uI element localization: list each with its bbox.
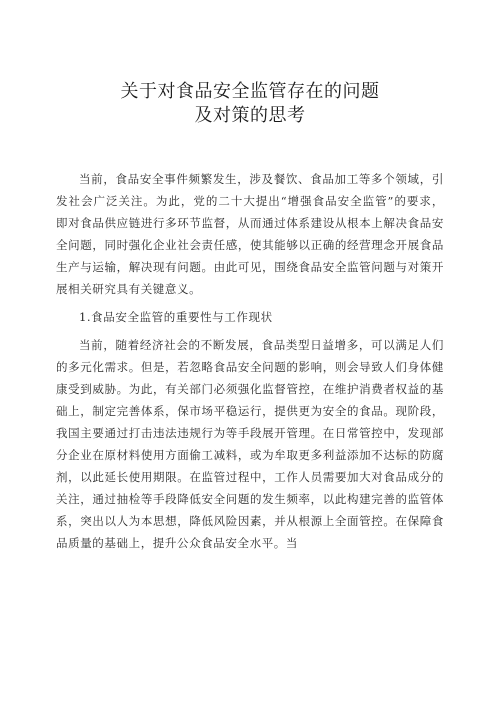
title-line-2: 及对策的思考: [194, 105, 306, 126]
section-1-paragraph: 当前，随着经济社会的不断发展，食品类型日益增多，可以满足人们的多元化需求。但是，若忽略食品安全问题的影响，则会导致人们身体健康受到威胁。为此，有关部门必须强化监督管控，在维护消费者权益的基础上，制定完善体系，保市场平稳运行，提供更为安全的食品。现阶段，我国主要通过打击违法违规行为等手段展开管理。在日常管控中，发现部分企业在原材料使用方面偷工减料，或为牟取更多利益添加不达标的防腐剂，以此延长使用期限。在监管过程中，工作人员需要加大对食品成分的关注，通过抽检等手段降低安全问题的发生频率，以此构建完善的监管体系，突出以人为本思想，降低风险因素，并从根源上全面管控。在保障食品质量的基础上，提升公众食品安全水平。当: [56, 338, 444, 550]
document-body: [56, 168, 444, 554]
title-line-1: 关于对食品安全监管存在的问题: [120, 81, 380, 102]
intro-paragraph: 当前，食品安全事件频繁发生，涉及餐饮、食品加工等多个领域，引发社会广泛关注。为此，党的二十大提出“增强食品安全监管”的要求，即对食品供应链进行多环节监督，从而通过体系建设从根本上解决食品安全问题，同时强化企业社会责任感，使其能够以正确的经营理念开展食品生产与运输，解决现有问题。由此可见，围绕食品安全监管问题与对策开展相关研究具有关键意义。: [56, 172, 444, 296]
document-title: [56, 80, 444, 128]
section-heading-1: 1.食品安全监管的重要性与工作现状: [79, 310, 273, 324]
